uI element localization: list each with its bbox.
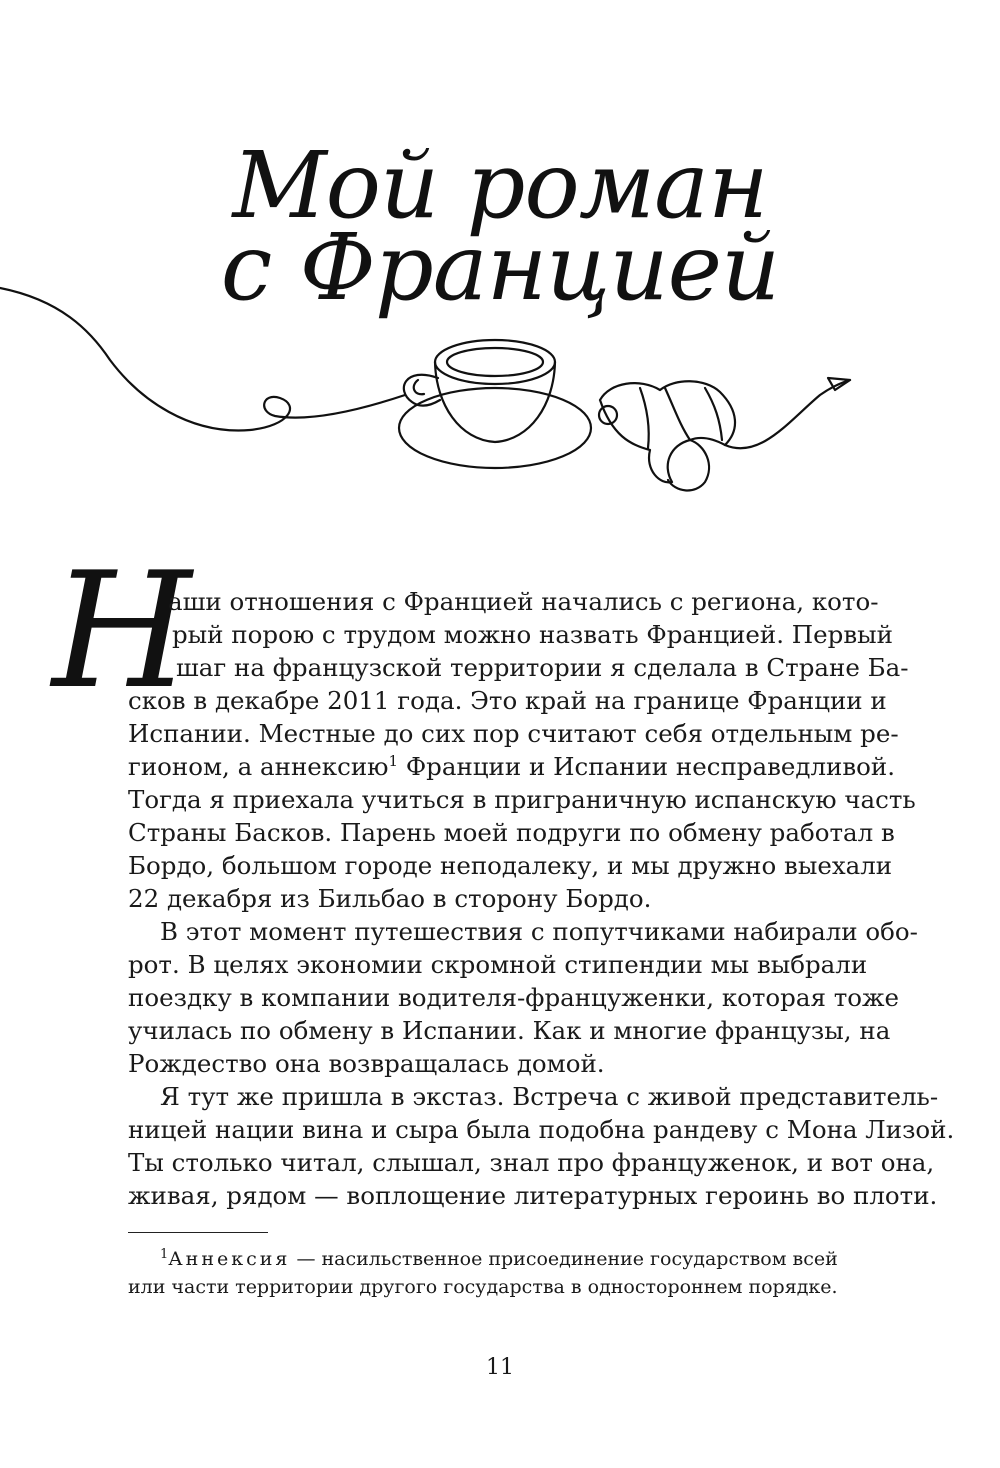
text-line: Бордо, большом городе неподалеку, и мы дружно выехали: [128, 851, 893, 880]
text-line: Тогда я приехала учиться в приграничную испанскую часть: [128, 785, 916, 814]
chapter-title-line-2: с Францией: [220, 214, 780, 321]
text-segment: Франции и Испании несправедливой.: [405, 752, 896, 781]
arrow-icon: [725, 378, 850, 448]
page-number: 11: [486, 1355, 514, 1380]
text-line: Ты столько читал, слышал, знал про француженок, и вот она,: [128, 1148, 935, 1177]
swirl-line: [0, 288, 405, 430]
footnote-line-1: [160, 1246, 838, 1272]
text-segment: гионом, а аннексию: [128, 752, 389, 781]
croissant-icon: [599, 381, 735, 490]
text-line: ницей нации вина и сыра была подобна рандеву с Мона Лизой.: [128, 1115, 955, 1144]
footnote-line-2: или части территории другого государства в одностороннем порядке.: [128, 1276, 838, 1298]
text-line: училась по обмену в Испании. Как и многие французы, на: [128, 1016, 891, 1045]
drop-cap: Н: [52, 537, 192, 724]
text-line-with-footnote: [128, 752, 896, 782]
text-line: аши отношения с Францией начались с региона, кото-: [168, 587, 879, 616]
footnote-reference: 1: [388, 752, 399, 770]
text-line: 22 декабря из Бильбао в сторону Бордо.: [128, 884, 652, 913]
footnote-definition: — насильственное присоединение государством всей: [290, 1248, 838, 1270]
text-line: Я тут же пришла в экстаз. Встреча с живой представитель-: [160, 1082, 939, 1111]
coffee-croissant-illustration: [0, 270, 1000, 510]
text-line: Испании. Местные до сих пор считают себя отдельным ре-: [128, 719, 899, 748]
text-line: рот. В целях экономии скромной стипендии мы выбрали: [128, 950, 868, 979]
text-line: Рождество она возвращалась домой.: [128, 1049, 605, 1078]
text-line: Страны Басков. Парень моей подруги по обмену работал в: [128, 818, 895, 847]
footnote-divider: [128, 1232, 268, 1233]
text-line: шаг на французской территории я сделала в Стране Ба-: [176, 653, 909, 682]
text-line: живая, рядом — воплощение литературных героинь во плоти.: [128, 1181, 938, 1210]
saucer-icon: [399, 388, 591, 468]
text-line: поездку в компании водителя-француженки, которая тоже: [128, 983, 900, 1012]
chapter-title-line-1: Мой роман: [232, 132, 768, 239]
text-line: В этот момент путешествия с попутчиками набирали обо-: [160, 917, 918, 946]
footnote-term: Аннексия: [168, 1248, 291, 1270]
text-line: сков в декабре 2011 года. Это край на границе Франции и: [128, 686, 887, 715]
text-line: рый порою с трудом можно назвать Францией. Первый: [172, 620, 893, 649]
footnote-number: 1: [160, 1247, 169, 1262]
